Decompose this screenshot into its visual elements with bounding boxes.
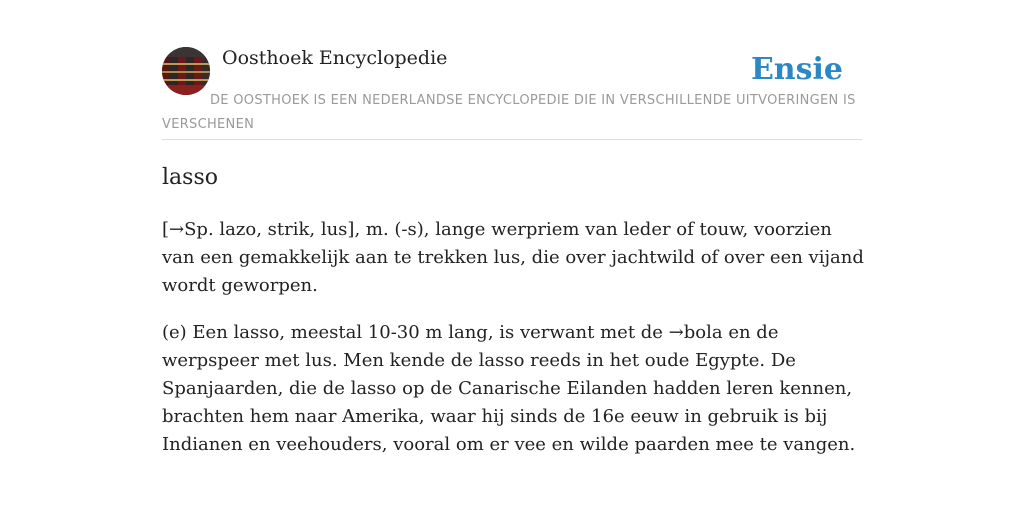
entry-title: lasso (162, 165, 218, 190)
site-title[interactable]: Oosthoek Encyclopedie (222, 47, 448, 69)
site-tagline: DE OOSTHOEK IS EEN NEDERLANDSE ENCYCLOPEDIE DIE IN VERSCHILLENDE UITVOERINGEN IS VERSCHENEN (162, 93, 856, 132)
entry-description: (e) Een lasso, meestal 10-30 m lang, is verwant met de →bola en de werpspeer met lus. Men kende de lasso reeds in het oude Egypte. De Spanjaarden, die de lasso op de Canarische Eilanden hadden leren kennen, brachten hem naar Amerika, waar hij sinds de 16e eeuw in gebruik is bij Indianen en veehouders, vooral om er vee en wilde paarden mee te vangen. (162, 322, 856, 455)
ensie-logo[interactable]: Ensie (750, 52, 843, 87)
encyclopedia-books-avatar[interactable] (162, 47, 210, 95)
entry-content (162, 160, 867, 459)
site-header (162, 46, 862, 140)
entry-definition: [→Sp. lazo, strik, lus], m. (-s), lange werpriem van leder of touw, voorzien van een gemakkelijk aan te trekken lus, die over jachtwild of over een vijand wordt geworpen. (162, 219, 864, 296)
